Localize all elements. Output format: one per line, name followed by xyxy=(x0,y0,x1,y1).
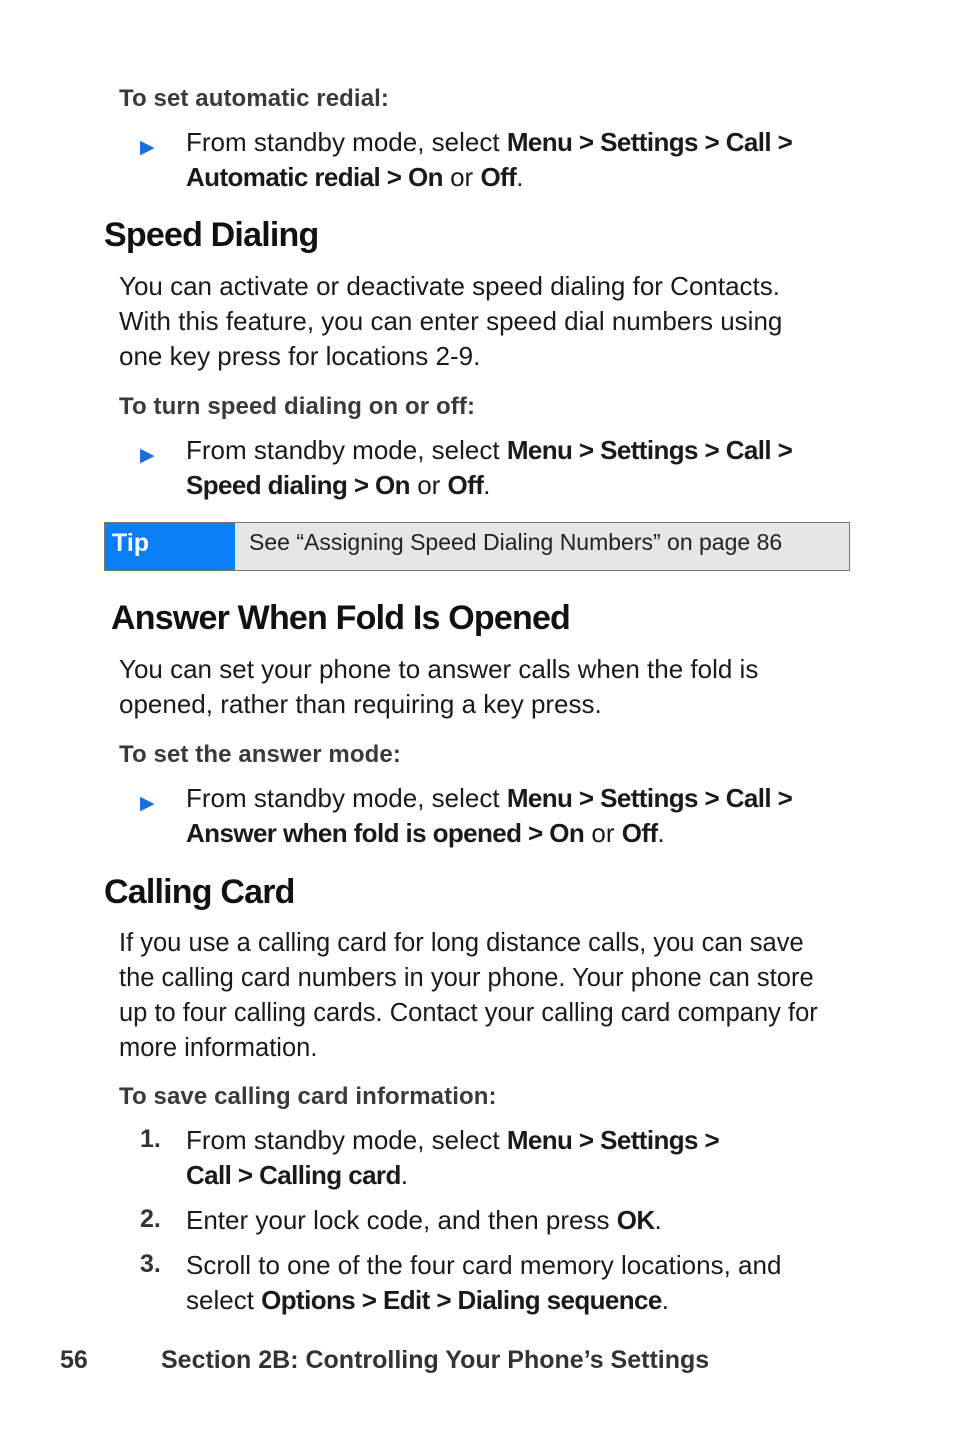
paragraph-line: If you use a calling card for long distance calls, you can save xyxy=(119,929,804,957)
paragraph-line: up to four calling cards. Contact your calling card company for xyxy=(119,999,818,1027)
paragraph-line: With this feature, you can enter speed dial numbers using xyxy=(119,306,783,336)
bullet-arrow-icon: ▶ xyxy=(140,793,155,814)
step-number: 2. xyxy=(140,1205,161,1233)
speed-dialing-subheading: To turn speed dialing on or off: xyxy=(119,393,476,420)
bullet-arrow-icon: ▶ xyxy=(140,137,155,158)
step-option: Off xyxy=(621,818,658,848)
tip-label: Tip xyxy=(105,523,235,570)
step-number: 3. xyxy=(140,1250,161,1278)
step-menu-path-cont: Answer when fold is opened > On xyxy=(186,818,585,848)
step-menu-path-cont: Automatic redial > On xyxy=(186,162,443,192)
speed-dialing-step xyxy=(186,433,846,503)
step-menu-path-cont: Speed dialing > On xyxy=(186,470,410,500)
page-number: 56 xyxy=(60,1346,88,1374)
paragraph-line: You can activate or deactivate speed dialing for Contacts. xyxy=(119,271,781,301)
calling-card-paragraph xyxy=(119,926,818,1066)
section-title: Section 2B: Controlling Your Phone’s Settings xyxy=(161,1346,710,1374)
speed-dialing-paragraph xyxy=(119,269,782,374)
step-text: or xyxy=(584,818,622,848)
calling-card-heading: Calling Card xyxy=(104,873,295,911)
step-text: . xyxy=(654,1205,662,1235)
answer-fold-step xyxy=(186,781,846,851)
step-menu-path: Menu > Settings > xyxy=(506,1125,720,1155)
answer-fold-paragraph xyxy=(119,652,758,722)
step-key: OK xyxy=(616,1205,655,1235)
step-text: . xyxy=(483,470,491,500)
paragraph-line: You can set your phone to answer calls when the fold is xyxy=(119,654,759,684)
answer-fold-subheading: To set the answer mode: xyxy=(119,741,401,768)
answer-fold-heading: Answer When Fold Is Opened xyxy=(111,599,571,637)
calling-card-subheading: To save calling card information: xyxy=(119,1083,497,1110)
step-text: Enter your lock code, and then press xyxy=(186,1205,617,1235)
redial-subheading: To set automatic redial: xyxy=(119,85,390,112)
step-text: or xyxy=(442,162,481,192)
step-text: select xyxy=(186,1285,262,1315)
step-menu-path-cont: Call > Calling card xyxy=(186,1160,401,1190)
step-menu-path: Menu > Settings > Call > xyxy=(506,435,793,465)
bullet-arrow-icon: ▶ xyxy=(140,445,155,466)
step-text: From standby mode, select xyxy=(186,1125,507,1155)
step-menu-path: Menu > Settings > Call > xyxy=(506,783,793,813)
step-option: Off xyxy=(447,470,484,500)
paragraph-line: opened, rather than requiring a key press. xyxy=(119,689,602,719)
paragraph-line: more information. xyxy=(119,1034,318,1062)
step-text: From standby mode, select xyxy=(186,435,507,465)
calling-card-step-2 xyxy=(186,1203,846,1238)
step-text: From standby mode, select xyxy=(186,127,507,157)
step-option: Off xyxy=(480,162,517,192)
paragraph-line: the calling card numbers in your phone. Your phone can store xyxy=(119,964,814,992)
step-menu-path: Menu > Settings > Call > xyxy=(506,127,793,157)
step-text: . xyxy=(657,818,665,848)
step-text: . xyxy=(661,1285,670,1315)
calling-card-step-3 xyxy=(186,1248,866,1318)
calling-card-step-1 xyxy=(186,1123,846,1193)
step-text: . xyxy=(400,1160,408,1190)
step-number: 1. xyxy=(140,1125,161,1153)
tip-box xyxy=(104,522,850,571)
speed-dialing-heading: Speed Dialing xyxy=(104,216,319,254)
step-menu-path: Options > Edit > Dialing sequence xyxy=(261,1285,662,1315)
step-text: or xyxy=(409,470,448,500)
step-text: Scroll to one of the four card memory locations, and xyxy=(186,1250,782,1280)
step-text: From standby mode, select xyxy=(186,783,507,813)
redial-step xyxy=(186,125,846,195)
paragraph-line: one key press for locations 2-9. xyxy=(119,341,481,371)
step-text: . xyxy=(516,162,524,192)
tip-text: See “Assigning Speed Dialing Numbers” on page 86 xyxy=(249,529,783,555)
